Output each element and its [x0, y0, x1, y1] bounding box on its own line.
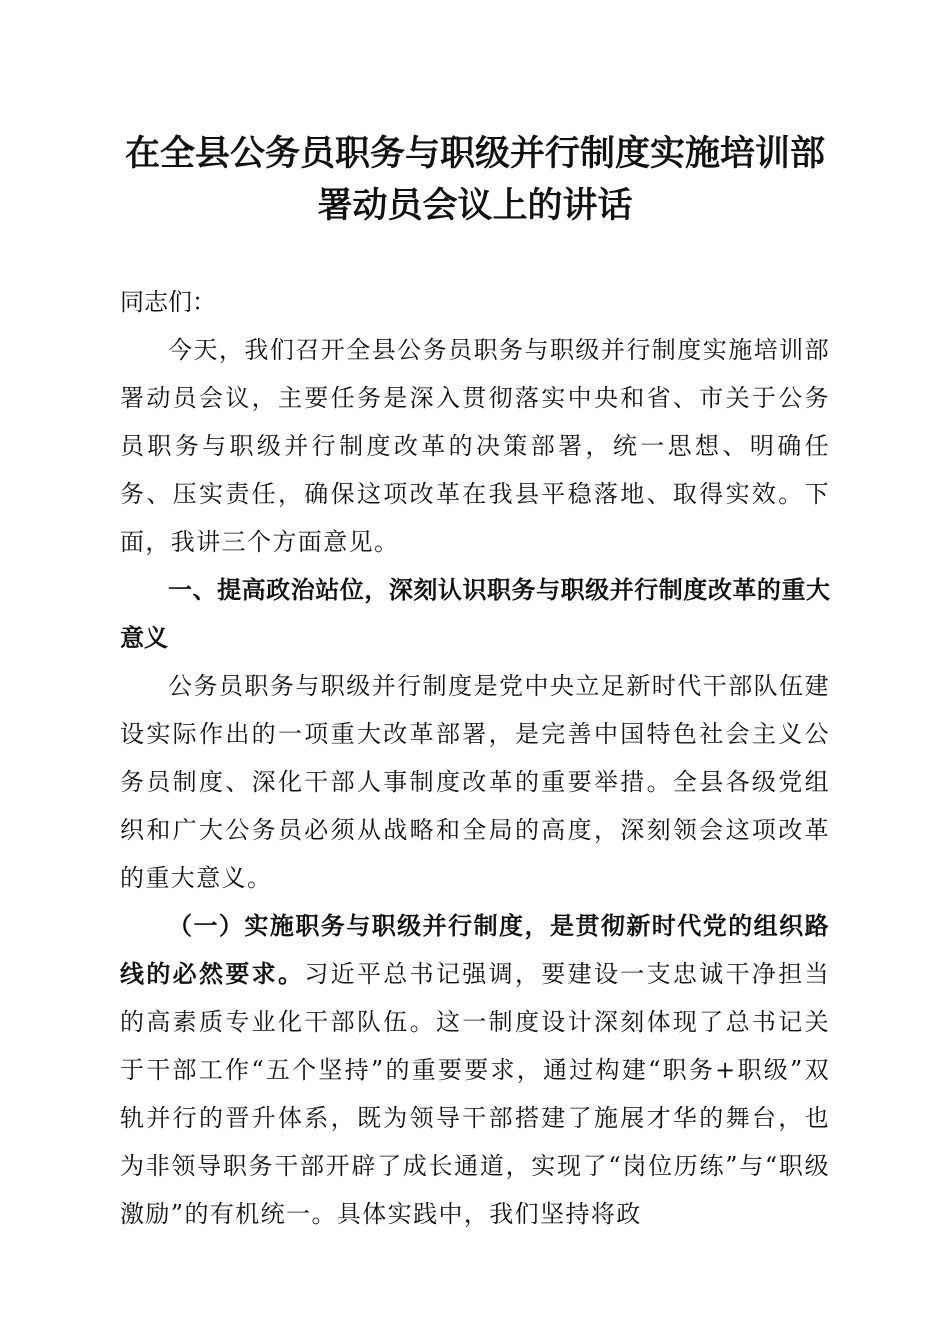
document-title: 在全县公务员职务与职级并行制度实施培训部署动员会议上的讲话 [124, 133, 825, 226]
subsection-1-paragraph [120, 902, 830, 1238]
intro-paragraph: 今天，我们召开全县公务员职务与职级并行制度实施培训部署动员会议，主要任务是深入贯彻落实中央和省、市关于公务员职务与职级并行制度改革的决策部署，统一思想、明确任务、压实责任，确保这项改革在我县平稳落地、取得实效。下面，我讲三个方面意见。 [120, 336, 830, 556]
subsection-1-body: 习近平总书记强调，要建设一支忠诚干净担当的高素质专业化干部队伍。这一制度设计深刻体现了总书记关于干部工作“五个坚持”的重要要求，通过构建“职务+职级”双轨并行的晋升体系，既为领导干部搭建了施展才华的舞台，也为非领导职务干部开辟了成长通道，实现了“岗位历练”与“职级激励”的有机统一。具体实践中，我们坚持将政 [120, 960, 830, 1228]
subsection-1-lead: （一）实施职务与职级并行制度，是贯彻新时代党的组织路线的必然要求。 [120, 911, 830, 988]
salutation: 同志们： [120, 288, 216, 316]
section-1-heading: 一、提高政治站位，深刻认识职务与职级并行制度改革的重大意义 [120, 576, 830, 652]
section-1-paragraph: 公务员职务与职级并行制度是党中央立足新时代干部队伍建设实际作出的一项重大改革部署，是完善中国特色社会主义公务员制度、深化干部人事制度改革的重要举措。全县各级党组织和广大公务员必须从战略和全局的高度，深刻领会这项改革的重大意义。 [120, 672, 830, 892]
document-page [120, 128, 830, 1238]
